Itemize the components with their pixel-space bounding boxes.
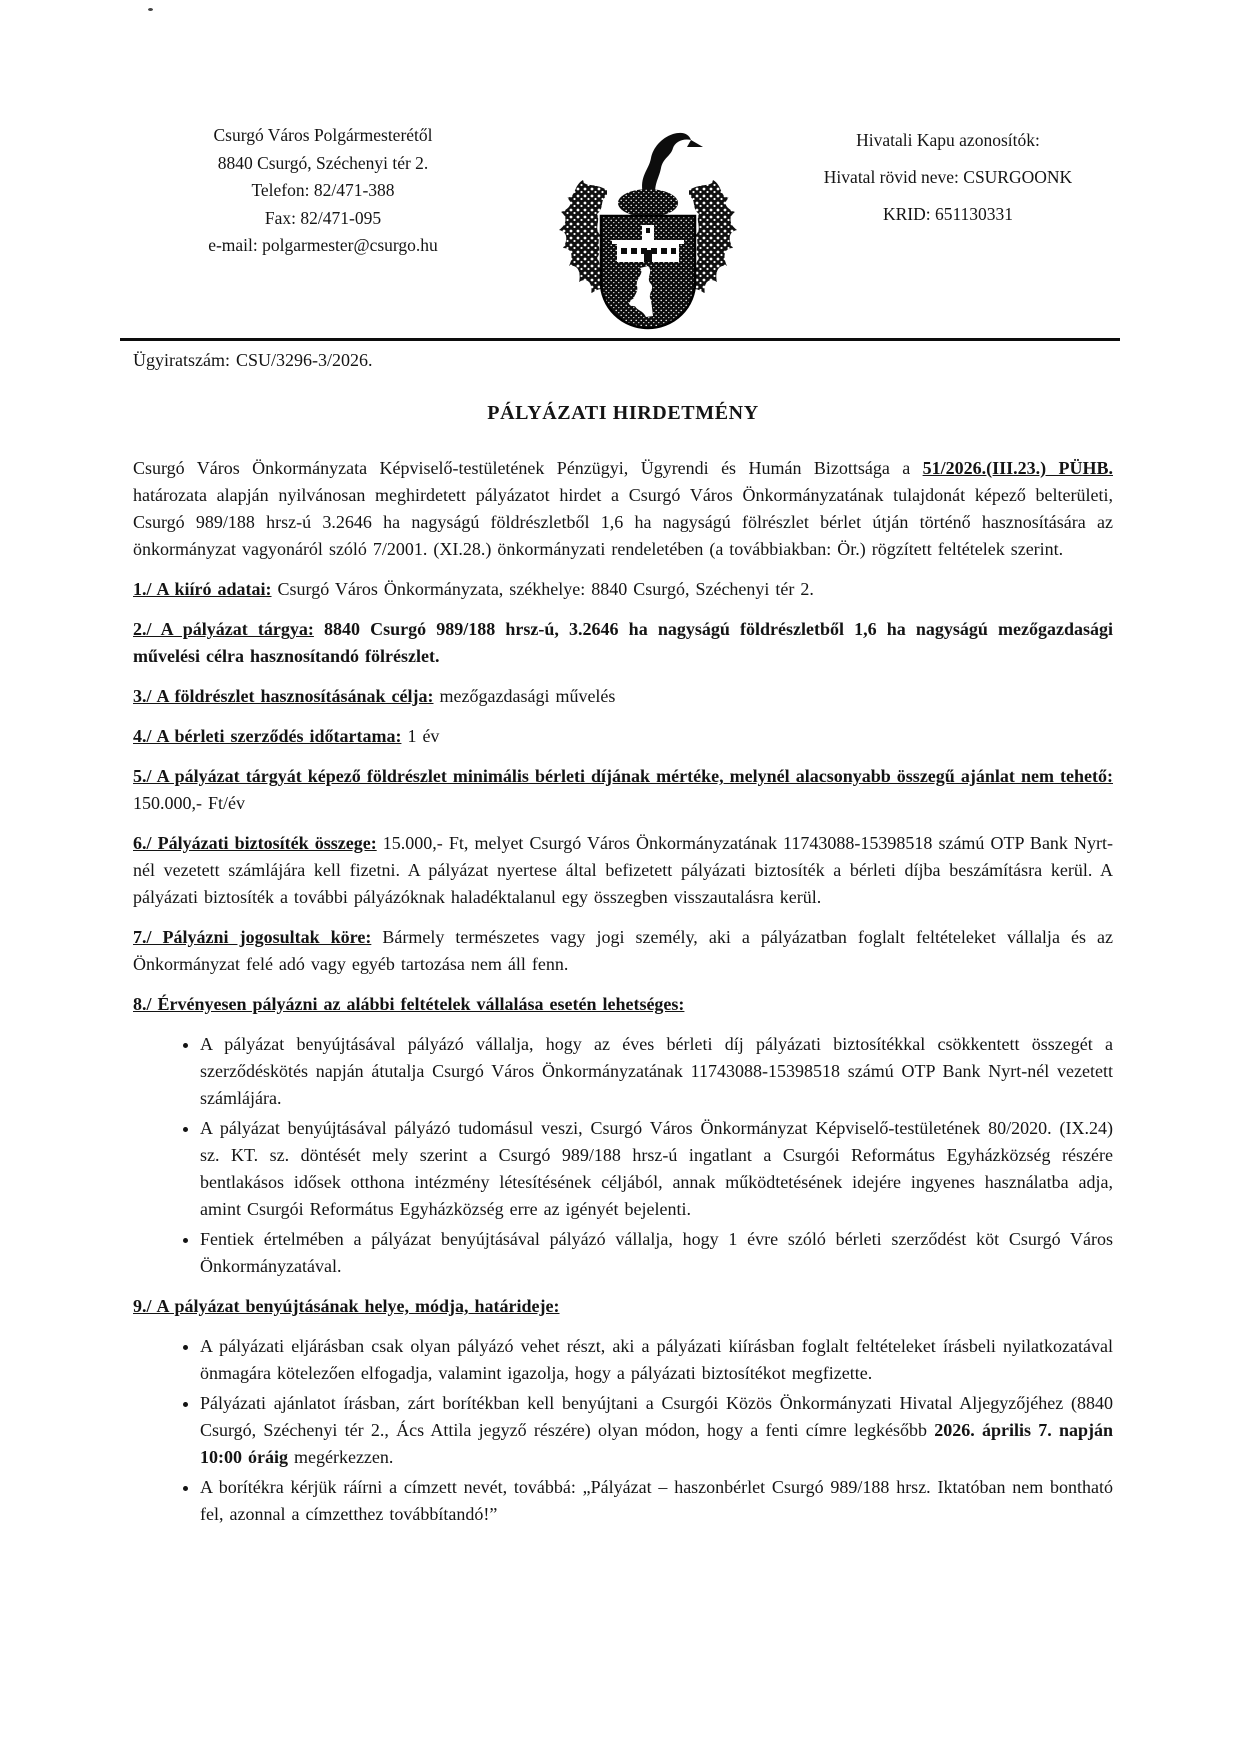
letterhead bbox=[133, 122, 1113, 330]
sender-phone: Telefon: 82/471-388 bbox=[251, 180, 395, 200]
section-9-bullet-1: • A pályázati eljárásban csak olyan pályázó vehet részt, aki a pályázati kiírásban foglalt feltételeket írásbeli nyilatkozatával önmagára kötelezően elfogadja, valamint igazolja, hogy a pályázati biztosítékot megfizette. bbox=[200, 1333, 1113, 1387]
section-9-bullet-2 bbox=[200, 1390, 1113, 1471]
section-1-heading: 1./ A kiíró adatai: bbox=[133, 579, 272, 599]
case-number: Ügyiratszám: CSU/3296-3/2026. bbox=[133, 350, 373, 370]
intro-paragraph bbox=[133, 455, 1113, 563]
gateway-short-name: Hivatal rövid neve: CSURGOONK bbox=[823, 167, 1073, 187]
document-title: PÁLYÁZATI HIRDETMÉNY bbox=[487, 402, 759, 424]
section-3-heading: 3./ A földrészlet hasznosításának célja: bbox=[133, 686, 434, 706]
section-5-body: 150.000,- Ft/év bbox=[133, 793, 245, 813]
letterhead-gateway-block bbox=[783, 122, 1113, 233]
section-8-heading: 8./ Érvényesen pályázni az alábbi feltételek vállalása esetén lehetséges: bbox=[133, 994, 685, 1014]
section-1 bbox=[133, 576, 1113, 603]
section-6-heading: 6./ Pályázati biztosíték összege: bbox=[133, 833, 377, 853]
section-4-heading: 4./ A bérleti szerződés időtartama: bbox=[133, 726, 402, 746]
resolution-reference: 51/2026.(III.23.) PÜHB. bbox=[922, 458, 1113, 478]
section-8 bbox=[133, 991, 1113, 1018]
section-2-body: 8840 Csurgó 989/188 hrsz-ú, 3.2646 ha nagyságú földrészletből 1,6 ha nagyságú mezőgazdasági művelési célra hasznosítandó fölrészlet. bbox=[133, 619, 1113, 666]
gateway-title: Hivatali Kapu azonosítók: bbox=[856, 130, 1040, 150]
section-8-bullet-1: • A pályázat benyújtásával pályázó vállalja, hogy az éves bérleti díj pályázati biztosítékkal csökkentett összegét a szerződéskötés napján átutalja Csurgó Város Önkormányzatának 11743088-15398518 számú OTP Bank Nyrt-nél vezetett számlájára. bbox=[200, 1031, 1113, 1112]
header-divider-rule bbox=[120, 338, 1120, 341]
letterhead-sender-block bbox=[133, 122, 513, 260]
section-9-bullet-3: • A borítékra kérjük ráírni a címzett nevét, továbbá: „Pályázat – haszonbérlet Csurgó 989/188 hrsz. Iktatóban nem bontható fel, azonnal a címzetthez továbbítandó!” bbox=[200, 1474, 1113, 1528]
section-9 bbox=[133, 1293, 1113, 1320]
sender-name: Csurgó Város Polgármesterétől bbox=[213, 125, 433, 145]
section-7 bbox=[133, 924, 1113, 978]
section-5-heading: 5./ A pályázat tárgyát képező földrészlet minimális bérleti díjának mértéke, melynél alacsonyabb összegű ajánlat nem tehető: bbox=[133, 766, 1113, 786]
coat-of-arms-icon bbox=[555, 124, 741, 330]
section-7-heading: 7./ Pályázni jogosultak köre: bbox=[133, 927, 372, 947]
submission-text: Pályázati ajánlatot írásban, zárt borítékban kell benyújtani a Csurgói Közös Önkormányzati Hivatal Aljegyzőjéhez (8840 Csurgó, Széchenyi tér 2., Ács Attila jegyző részére) olyan módon, hogy a fenti címre legkésőbb bbox=[200, 1393, 1113, 1440]
gateway-krid: KRID: 651130331 bbox=[882, 204, 1014, 224]
intro-text-rest: határozata alapján nyilvánosan meghirdetett pályázatot hirdet a Csurgó Város Önkormányzatának tulajdonát képező belterületi, Csurgó 989/188 hrsz-ú 3.2646 ha nagyságú földrészletből 1,6 ha nagyságú fölrészlet bérlet útján történő hasznosítására az önkormányzat vagyonáról szóló 7/2001. (XI.28.) önkormányzati rendeletében (a továbbiakban: Ör.) rögzített feltételek szerint. bbox=[133, 485, 1113, 559]
section-2 bbox=[133, 616, 1113, 670]
intro-text-start: Csurgó Város Önkormányzata Képviselő-testületének Pénzügyi, Ügyrendi és Humán Bizottsága a bbox=[133, 458, 923, 478]
section-9-bullets bbox=[133, 1333, 1113, 1528]
section-3 bbox=[133, 683, 1113, 710]
section-9-heading: 9./ A pályázat benyújtásának helye, módja, határideje: bbox=[133, 1296, 560, 1316]
section-8-bullets bbox=[133, 1031, 1113, 1280]
section-8-bullet-2: • A pályázat benyújtásával pályázó tudomásul veszi, Csurgó Város Önkormányzat Képviselő-testületének 80/2020. (IX.24) sz. KT. sz. döntését mely szerint a Csurgó 989/188 hrsz-ú ingatlant a Csurgói Református Egyházközség részére bentlakásos idősek otthona intézmény létesítésének céljából, annak működtetésének idejére ingyenes használatba adja, amint Csurgói Református Egyházközség erre az igényét bejelenti. bbox=[200, 1115, 1113, 1223]
section-3-body: mezőgazdasági művelés bbox=[433, 686, 616, 706]
section-1-body: Csurgó Város Önkormányzata, székhelye: 8840 Csurgó, Széchenyi tér 2. bbox=[271, 579, 814, 599]
sender-email: e-mail: polgarmester@csurgo.hu bbox=[208, 235, 438, 255]
submission-text-end: megérkezzen. bbox=[287, 1447, 394, 1467]
sender-fax: Fax: 82/471-095 bbox=[264, 207, 382, 228]
section-8-bullet-3: • Fentiek értelmében a pályázat benyújtásával pályázó vállalja, hogy 1 évre szóló bérleti szerződést köt Csurgó Város Önkormányzatával. bbox=[200, 1226, 1113, 1280]
section-2-heading: 2./ A pályázat tárgya: bbox=[133, 619, 314, 639]
scan-artifact-dot bbox=[148, 8, 153, 11]
section-4-body: 1 év bbox=[401, 726, 440, 746]
sender-address: 8840 Csurgó, Széchenyi tér 2. bbox=[217, 152, 429, 173]
section-7-body: Bármely természetes vagy jogi személy, aki a pályázatban foglalt feltételeket vállalja és az Önkormányzat felé adó vagy egyéb tartozása nem áll fenn. bbox=[133, 927, 1113, 974]
letterhead-emblem-slot bbox=[513, 122, 783, 330]
section-6 bbox=[133, 830, 1113, 911]
submission-deadline: 2026. április 7. napján 10:00 óráig bbox=[200, 1420, 1113, 1467]
section-5 bbox=[133, 763, 1113, 817]
section-6-body: 15.000,- Ft, melyet Csurgó Város Önkormányzatának 11743088-15398518 számú OTP Bank Nyrt-nél vezetett számlájára kell fizetni. A pályázat nyertese által befizetett pályázati biztosíték a bérleti díjba beszámításra kerül. A pályázati biztosíték a további pályázóknak haladéktalanul egy összegben visszautalásra kerül. bbox=[133, 833, 1114, 907]
section-4 bbox=[133, 723, 1113, 750]
